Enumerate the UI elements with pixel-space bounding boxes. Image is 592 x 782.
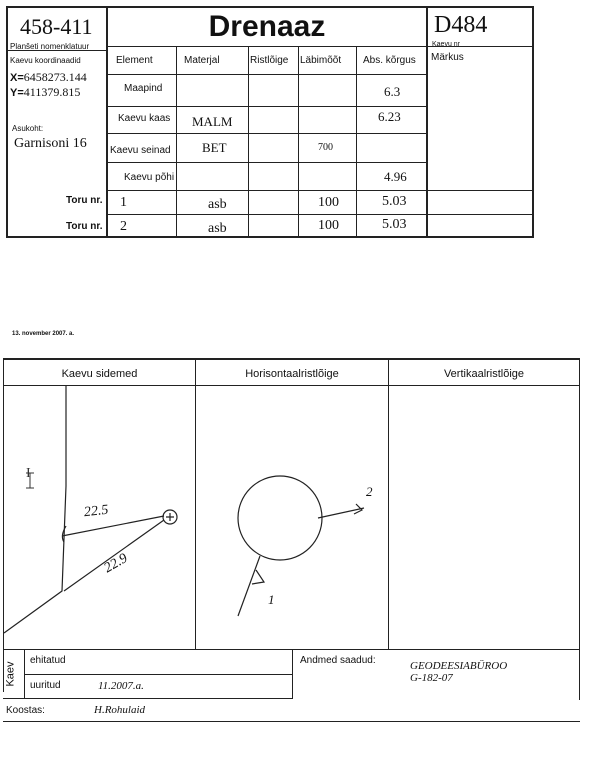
pipe-diameter: 100 [318, 218, 339, 233]
x-coordinate [10, 70, 87, 85]
roman-numeral-text: I [26, 466, 31, 481]
card-title: Drenaaz [208, 10, 326, 43]
header-horizontal-section: Horisontaalristlõige [245, 368, 339, 380]
col-header-height: Abs. kõrgus [363, 55, 416, 66]
header-well-links: Kaevu sidemed [61, 368, 138, 380]
pipe-number: 1 [120, 195, 127, 210]
row-diameter: 700 [318, 142, 333, 153]
built-label: ehitatud [30, 655, 66, 666]
distance-label-a: 22.5 [83, 502, 110, 521]
pipe-height: 5.03 [382, 194, 407, 209]
col-header-section: Ristlõige [250, 55, 289, 66]
pipe-height: 5.03 [382, 217, 407, 232]
col-header-material: Materjal [184, 55, 220, 66]
pipe-number: 2 [120, 219, 127, 234]
row-height: 6.23 [378, 109, 401, 124]
well-number-label: Kaevu nr [432, 41, 461, 48]
surveyed-label: uuritud [30, 680, 61, 691]
header-vertical-section: Vertikaalristlõige [443, 368, 525, 380]
row-height: 6.3 [384, 84, 401, 99]
row-element: Kaevu seinad [110, 145, 171, 156]
well-number-value: D484 [434, 12, 488, 38]
pipe-label-2: 2 [366, 484, 373, 499]
row-element: Kaevu kaas [118, 113, 171, 124]
horizontal-section-sketch [196, 386, 388, 649]
x-label: X= [10, 72, 24, 84]
data-from-value-2: G-182-07 [410, 672, 453, 684]
x-value: 6458273.144 [23, 70, 87, 84]
pipe-label: Toru nr. [66, 195, 103, 206]
pipe-row [108, 215, 426, 236]
distance-label-b: 22.9 [101, 550, 131, 577]
col-header-diameter: Läbimõõt [300, 55, 342, 66]
table-row [108, 107, 426, 133]
roman-numeral-mark [26, 466, 31, 482]
row-height: 4.96 [384, 169, 407, 184]
pipe-material: asb [208, 221, 227, 236]
y-label: Y= [10, 87, 24, 99]
table-row [108, 75, 426, 106]
pipe-material: asb [208, 197, 227, 212]
col-header-element: Element [116, 55, 153, 66]
coordinates-label: Kaevu koordinaadid [10, 56, 81, 65]
y-coordinate [10, 85, 80, 100]
row-element: Maapind [124, 83, 163, 94]
table-row [108, 134, 426, 162]
row-material: BET [202, 140, 227, 155]
col-header-remarks: Märkus [431, 52, 464, 63]
compiled-value: H.Rohulaid [94, 704, 146, 716]
nomenclature-value: 458-411 [20, 14, 93, 39]
location-label: Asukoht: [12, 124, 44, 133]
surveyed-value: 11.2007.a. [98, 680, 144, 692]
date-text: 13. november 2007. a. [12, 331, 75, 337]
data-from-value-1: GEODEESIABÜROO [410, 660, 508, 672]
row-material: MALM [192, 114, 233, 129]
y-value: 411379.815 [23, 85, 81, 99]
row-element: Kaevu põhi [124, 172, 175, 183]
side-label-well: Kaev [4, 661, 17, 687]
compiled-label: Koostas: [6, 705, 45, 716]
location-value: Garnisoni 16 [14, 136, 87, 151]
well-card [6, 6, 534, 238]
sketch-form [0, 358, 582, 722]
pipe-row [108, 191, 426, 214]
data-from-label: Andmed saadud: [300, 655, 376, 666]
nomenclature-label: Planšeti nomenklatuur [10, 42, 90, 51]
pipe-label: Toru nr. [66, 221, 103, 232]
pipe-diameter: 100 [318, 195, 339, 210]
table-row [108, 163, 426, 190]
pipe-label-1: 1 [268, 592, 275, 607]
